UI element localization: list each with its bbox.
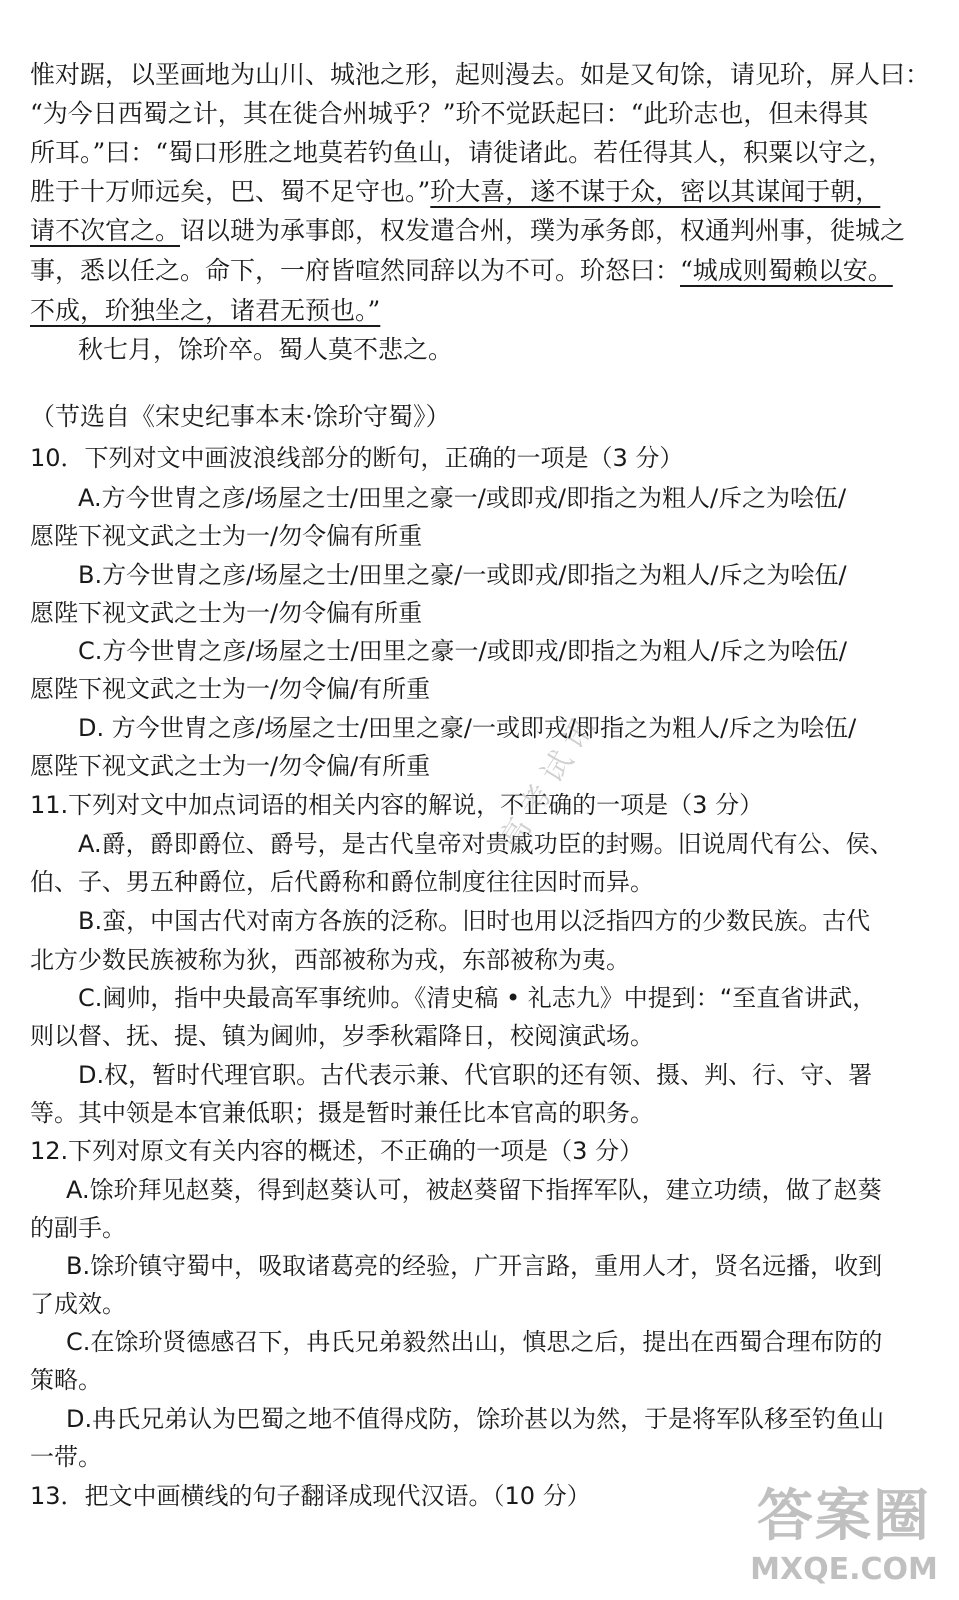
q11-option-b: B.蛮，中国古代对南方各族的泛称。旧时也用以泛指四方的少数民族。古代 xyxy=(78,907,871,935)
q10-option-a: A.方今世胄之彦/场屋之士/田里之豪一/或即戎/即指之为粗人/斥之为哙伍/ xyxy=(78,484,847,512)
q11-option-a: A.爵，爵即爵位、爵号，是古代皇帝对贵戚功臣的封赐。旧说周代有公、侯、 xyxy=(78,830,894,858)
q12-option-b: B.馀玠镇守蜀中，吸取诸葛亮的经验，广开言路，重用人才，贤名远播，收到 xyxy=(66,1252,883,1280)
q12-option-a: A.馀玠拜见赵葵，得到赵葵认可，被赵葵留下指挥军队，建立功绩，做了赵葵 xyxy=(66,1176,882,1204)
q12-option-d-cont: 一带。 xyxy=(30,1443,102,1471)
passage-line xyxy=(30,254,930,288)
q11-option-d: D.权，暂时代理官职。古代表示兼、代官职的还有领、摄、判、行、守、署 xyxy=(78,1061,873,1089)
passage-line: “为今日西蜀之计，其在徙合州城乎？”玠不觉跃起曰：“此玠志也，但未得其 xyxy=(30,99,869,128)
question-12-stem: 12.下列对原文有关内容的概述，不正确的一项是（3 分） xyxy=(30,1137,644,1165)
q11-option-c: C.阃帅，指中央最高军事统帅。《清史稿 • 礼志九》中提到：“至直省讲武， xyxy=(78,984,877,1012)
passage-text: 诏以琎为承事郎，权发遣合州，璞为承务郎，权通判州事，徙城之 xyxy=(180,216,906,245)
passage-line xyxy=(30,294,930,328)
question-11-stem: 11.下列对文中加点词语的相关内容的解说，不正确的一项是（3 分） xyxy=(30,791,764,819)
q10-option-d-cont: 愿陛下视文武之士为一/勿令偏/有所重 xyxy=(30,752,431,780)
passage-text: 事，悉以任之。命下，一府皆喧然同辞以为不可。玠怒曰： xyxy=(30,256,681,285)
passage-line: 所耳。”曰：“蜀口形胜之地莫若钓鱼山，请徙诸此。若任得其人，积粟以守之， xyxy=(30,138,894,167)
passage-line xyxy=(30,175,930,209)
source-citation: （节选自《宋史纪事本末·馀玠守蜀》） xyxy=(30,402,451,431)
q12-option-c: C.在馀玠贤德感召下，冉氏兄弟毅然出山，慎思之后，提出在西蜀合理布防的 xyxy=(66,1328,883,1356)
q12-option-c-cont: 策略。 xyxy=(30,1366,102,1394)
passage-line xyxy=(30,214,930,248)
q12-option-a-cont: 的副手。 xyxy=(30,1214,126,1242)
diagonal-watermark: 高 考 试 讯 xyxy=(493,711,602,857)
underlined-sentence-1-end: 请不次官之。 xyxy=(30,216,181,245)
q12-option-d: D.冉氏兄弟认为巴蜀之地不值得戍防，馀玠甚以为然，于是将军队移至钓鱼山 xyxy=(66,1405,885,1433)
q10-option-c: C.方今世胄之彦/场屋之士/田里之豪一/或即戎/即指之为粗人/斥之为哙伍/ xyxy=(78,637,847,665)
q11-option-b-cont: 北方少数民族被称为狄，西部被称为戎，东部被称为夷。 xyxy=(30,946,630,974)
question-13-stem: 13．把文中画横线的句子翻译成现代汉语。（10 分） xyxy=(30,1482,591,1510)
q10-option-b-cont: 愿陛下视文武之士为一/勿令偏有所重 xyxy=(30,599,423,627)
q10-option-d: D. 方今世胄之彦/场屋之士/田里之豪/一或即戎/即指之为粗人/斥之为哙伍/ xyxy=(78,714,857,742)
site-logo-watermark xyxy=(749,1482,939,1592)
underlined-sentence-1: 玠大喜，遂不谋于众，密以其谋闻于朝， xyxy=(430,177,881,206)
question-10-stem: 10．下列对文中画波浪线部分的断句，正确的一项是（3 分） xyxy=(30,444,684,472)
q11-option-d-cont: 等。其中领是本官兼低职；摄是暂时兼任比本官高的职务。 xyxy=(30,1099,654,1127)
logo-text: 答案圈 xyxy=(757,1484,931,1549)
passage-text: 胜于十万师远矣，巴、蜀不足守也。” xyxy=(30,177,431,206)
q10-option-c-cont: 愿陛下视文武之士为一/勿令偏/有所重 xyxy=(30,675,431,703)
q10-option-b: B.方今世胄之彦/场屋之士/田里之豪/一或即戎/即指之为粗人/斥之为哙伍/ xyxy=(78,561,847,589)
q12-option-b-cont: 了成效。 xyxy=(30,1290,126,1318)
q10-option-a-cont: 愿陛下视文武之士为一/勿令偏有所重 xyxy=(30,522,423,550)
logo-url: MXQE.COM xyxy=(750,1552,938,1587)
passage-line: 秋七月，馀玠卒。蜀人莫不悲之。 xyxy=(78,335,454,364)
passage-line: 惟对踞，以垩画地为山川、城池之形，起则漫去。如是又旬馀，请见玠，屏人曰： xyxy=(30,60,931,89)
underlined-sentence-2-end: 不成，玠独坐之，诸君无预也。” xyxy=(30,296,381,325)
q11-option-c-cont: 则以督、抚、提、镇为阃帅，岁季秋霜降日，校阅演武场。 xyxy=(30,1022,654,1050)
underlined-sentence-2: “城成则蜀赖以安。 xyxy=(680,256,893,285)
q11-option-a-cont: 伯、子、男五种爵位，后代爵称和爵位制度往往因时而异。 xyxy=(30,868,654,896)
